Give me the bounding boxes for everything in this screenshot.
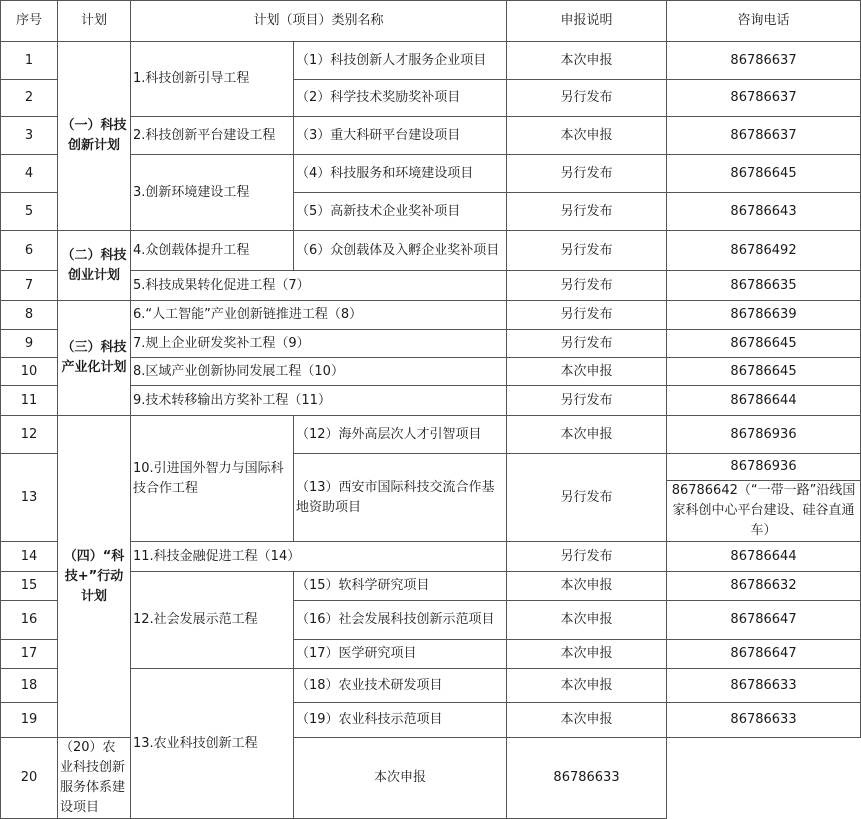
row-no: 8 <box>1 301 58 330</box>
row-phone: 86786637 <box>667 42 861 80</box>
row-no: 2 <box>1 80 58 117</box>
row-no: 9 <box>1 330 58 358</box>
row-phone: 86786632 <box>667 572 861 601</box>
row-item: （6）众创载体及入孵企业奖补项目 <box>294 231 507 271</box>
table-row <box>1 738 861 819</box>
row-item: （19）农业科技示范项目 <box>294 703 507 738</box>
row-note: 另行发布 <box>507 155 667 193</box>
row-note: 另行发布 <box>507 386 667 416</box>
project-7: 7.规上企业研发奖补工程（9） <box>131 330 507 358</box>
row-note: 本次申报 <box>507 572 667 601</box>
row-phone: 86786645 <box>667 155 861 193</box>
table-row <box>1 42 861 80</box>
row-phone: 86786633 <box>507 738 667 819</box>
row-no: 10 <box>1 358 58 386</box>
row-item: （3）重大科研平台建设项目 <box>294 117 507 155</box>
header-phone: 咨询电话 <box>667 1 861 42</box>
plan-4: （四）“科技+”行动计划 <box>58 416 131 738</box>
project-12: 12.社会发展示范工程 <box>131 572 294 669</box>
row-phone: 86786647 <box>667 640 861 669</box>
row-phone: 86786633 <box>667 703 861 738</box>
row-no: 11 <box>1 386 58 416</box>
row-phone: 86786639 <box>667 301 861 330</box>
row-item: （2）科学技术奖励奖补项目 <box>294 80 507 117</box>
project-8: 8.区域产业创新协同发展工程（10） <box>131 358 507 386</box>
row-no: 16 <box>1 601 58 640</box>
row-note: 另行发布 <box>507 301 667 330</box>
row-no: 3 <box>1 117 58 155</box>
row-note: 本次申报 <box>507 358 667 386</box>
row-note: 另行发布 <box>507 271 667 301</box>
project-9: 9.技术转移输出方奖补工程（11） <box>131 386 507 416</box>
row-phone: 86786645 <box>667 330 861 358</box>
row-item: （16）社会发展科技创新示范项目 <box>294 601 507 640</box>
row-no: 18 <box>1 669 58 703</box>
row-phone: 86786936 <box>667 454 861 481</box>
row-phone: 86786637 <box>667 80 861 117</box>
row-phone: 86786644 <box>667 386 861 416</box>
row-item: （17）医学研究项目 <box>294 640 507 669</box>
row-phone: 86786492 <box>667 231 861 271</box>
row-note: 另行发布 <box>507 454 667 542</box>
row-no: 7 <box>1 271 58 301</box>
row-no: 17 <box>1 640 58 669</box>
row-no: 1 <box>1 42 58 80</box>
row-note: 本次申报 <box>507 601 667 640</box>
row-phone: 86786645 <box>667 358 861 386</box>
row-phone: 86786637 <box>667 117 861 155</box>
row-note: 另行发布 <box>507 542 667 572</box>
project-5: 5.科技成果转化促进工程（7） <box>131 271 507 301</box>
row-no: 15 <box>1 572 58 601</box>
row-phone-alt: 86786642（“一带一路”沿线国家科创中心平台建设、硅谷直通车） <box>667 481 861 542</box>
row-note: 另行发布 <box>507 330 667 358</box>
header-row <box>1 1 861 42</box>
row-item: （5）高新技术企业奖补项目 <box>294 193 507 231</box>
row-no: 4 <box>1 155 58 193</box>
row-phone: 86786633 <box>667 669 861 703</box>
table-row <box>1 231 861 271</box>
project-1: 1.科技创新引导工程 <box>131 42 294 117</box>
row-no: 12 <box>1 416 58 454</box>
row-note: 本次申报 <box>294 738 507 819</box>
row-no: 20 <box>1 738 58 819</box>
table-row <box>1 301 861 330</box>
project-2: 2.科技创新平台建设工程 <box>131 117 294 155</box>
row-item: （18）农业技术研发项目 <box>294 669 507 703</box>
row-no: 6 <box>1 231 58 271</box>
table-row <box>1 416 861 454</box>
header-plan: 计划 <box>58 1 131 42</box>
row-note: 另行发布 <box>507 231 667 271</box>
row-note: 本次申报 <box>507 42 667 80</box>
row-item: （1）科技创新人才服务企业项目 <box>294 42 507 80</box>
row-no: 13 <box>1 454 58 542</box>
row-note: 本次申报 <box>507 703 667 738</box>
row-note: 另行发布 <box>507 80 667 117</box>
plan-3: （三）科技产业化计划 <box>58 301 131 416</box>
project-3: 3.创新环境建设工程 <box>131 155 294 231</box>
row-item: （15）软科学研究项目 <box>294 572 507 601</box>
project-11: 11.科技金融促进工程（14） <box>131 542 507 572</box>
header-note: 申报说明 <box>507 1 667 42</box>
row-phone: 86786643 <box>667 193 861 231</box>
row-note: 本次申报 <box>507 640 667 669</box>
project-13: 13.农业科技创新工程 <box>131 669 294 819</box>
project-6: 6.“人工智能”产业创新链推进工程（8） <box>131 301 507 330</box>
header-no: 序号 <box>1 1 58 42</box>
row-note: 本次申报 <box>507 416 667 454</box>
project-10: 10.引进国外智力与国际科技合作工程 <box>131 416 294 542</box>
row-no: 5 <box>1 193 58 231</box>
row-item: （20）农业科技创新服务体系建设项目 <box>58 738 131 819</box>
row-no: 14 <box>1 542 58 572</box>
plan-1: （一）科技创新计划 <box>58 42 131 231</box>
row-phone: 86786936 <box>667 416 861 454</box>
row-item: （4）科技服务和环境建设项目 <box>294 155 507 193</box>
row-phone: 86786635 <box>667 271 861 301</box>
project-4: 4.众创载体提升工程 <box>131 231 294 271</box>
row-note: 本次申报 <box>507 117 667 155</box>
row-phone: 86786644 <box>667 542 861 572</box>
row-item: （12）海外高层次人才引智项目 <box>294 416 507 454</box>
row-note: 另行发布 <box>507 193 667 231</box>
row-note: 本次申报 <box>507 669 667 703</box>
row-phone: 86786647 <box>667 601 861 640</box>
row-item: （13）西安市国际科技交流合作基地资助项目 <box>294 454 507 542</box>
header-category: 计划（项目）类别名称 <box>131 1 507 42</box>
row-no: 19 <box>1 703 58 738</box>
plan-2: （二）科技创业计划 <box>58 231 131 301</box>
